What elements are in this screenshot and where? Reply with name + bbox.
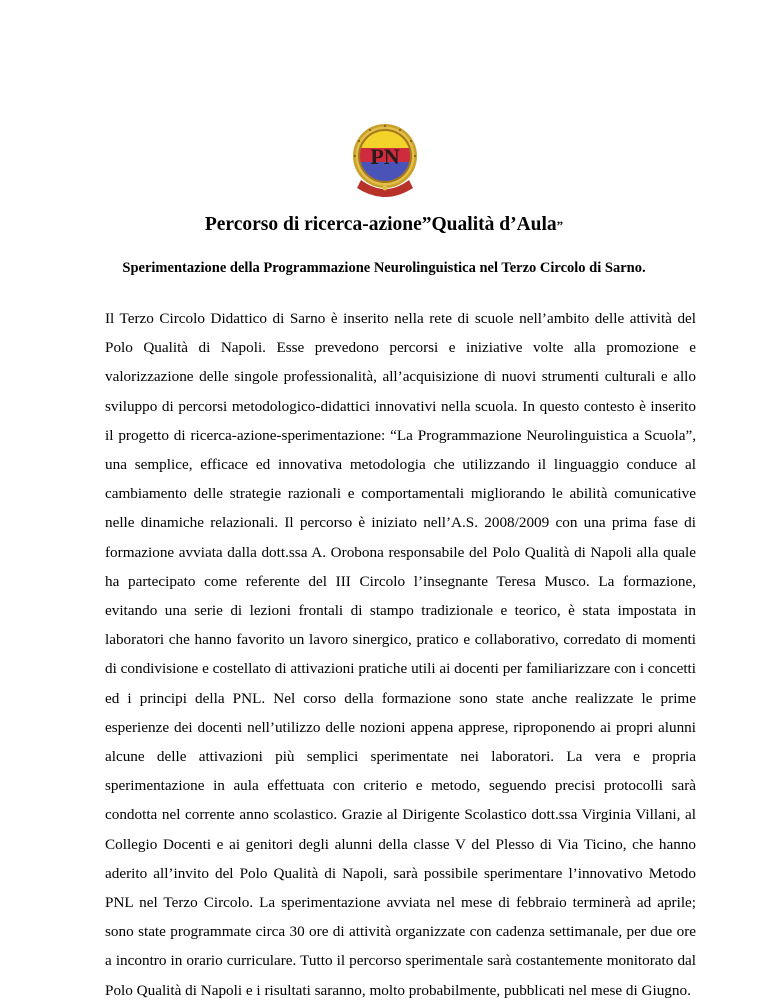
title-main: Percorso di ricerca-azione”Qualità d’Aula [204,214,557,235]
logo-monogram: PN [370,144,400,169]
pnl-seal-logo [343,118,427,202]
page-subtitle: Sperimentazione della Programmazione Neurolinguistica nel Terzo Circolo di Sarno. [122,260,646,276]
page-title [0,214,768,236]
body-paragraph: Il Terzo Circolo Didattico di Sarno è inserito nella rete di scuole nell’ambito delle attività del Polo Qualità di Napoli. Esse prevedono percorsi e iniziative volte alla promozione e valorizzazione delle singole professionalità, all’acquisizione di nuovi strumenti culturali e allo sviluppo di percorsi metodologico-didattici innovativi nella scuola. In questo contesto è inserito il progetto di ricerca-azione-sperimentazione: “La Programmazione Neurolinguistica a Scuola”, una semplice, efficace ed innovativa metodologia che utilizzando il linguaggio conduce al cambiamento delle strategie razionali e comportamentali migliorando le abilità comunicative nelle dinamiche relazionali. Il percorso è iniziato nell’A.S. 2008/2009 con una prima fase di formazione avviata dalla dott.ssa A. Orobona responsabile del Polo Qualità di Napoli alla quale ha partecipato come referente del III Circolo l’insegnante Teresa Musco. La formazione, evitando una serie di lezioni frontali di stampo tradizionale e teorico, è stata impostata in laboratori che hanno favorito un lavoro sinergico, pratico e collaborativo, corredato di momenti di condivisione e costellato di attivazioni pratiche utili ai docenti per familiarizzare con i concetti ed i principi della PNL. Nel corso della formazione sono state anche realizzate le prime esperienze dei docenti nell’utilizzo delle nozioni appena apprese, riproponendo ai propri alunni alcune delle attivazioni più semplici sperimentate nei laboratori. La vera e propria sperimentazione in aula effettuata con criterio e metodo, seguendo precisi protocolli sarà condotta nel corrente anno scolastico. Grazie al Dirigente Scolastico dott.ssa Virginia Villani, al Collegio Docenti e ai genitori degli alunni della classe V del Plesso di Via Ticino, che hanno aderito all’invito del Polo Qualità di Napoli, sarà possibile sperimentare l’innovativo Metodo PNL nel Terzo Circolo. La sperimentazione avviata nel mese di febbraio terminerà ad aprile; sono state programmate circa 30 ore di attività organizzate con cadenza settimanale, per due ore a incontro in orario curriculare. Tutto il percorso sperimentale sarà costantemente monitorato dal Polo Qualità di Napoli e i risultati saranno, molto probabilmente, pubblicati nel mese di Giugno. [105,310,696,999]
title-closing-quote: ” [556,218,564,233]
